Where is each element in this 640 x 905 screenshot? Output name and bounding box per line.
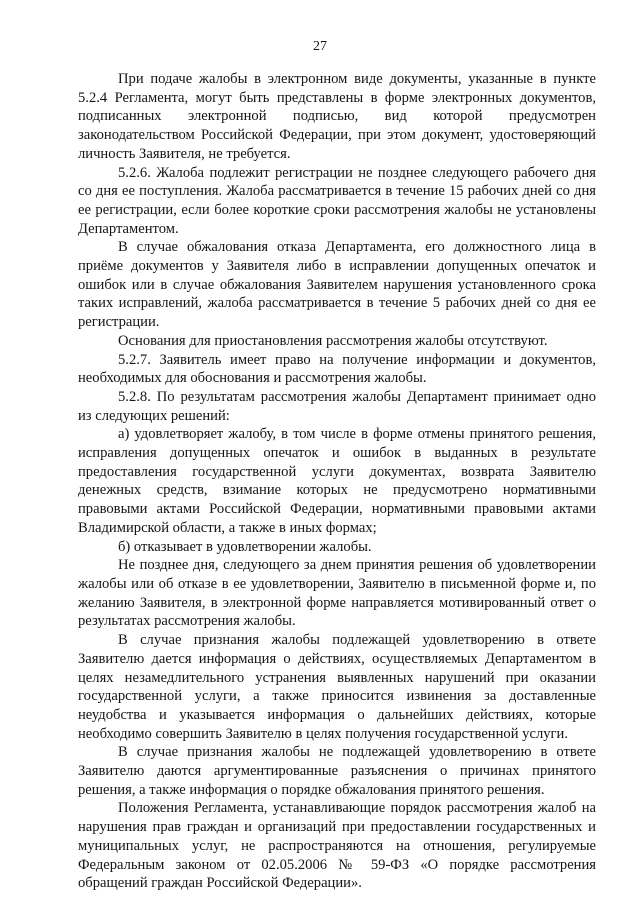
paragraph-5-2-8-decisions: 5.2.8. По результатам рассмотрения жалобы Департамент принимает одно из следующих решений: <box>78 388 596 424</box>
paragraph-complaint-satisfied: В случае признания жалобы подлежащей удовлетворению в ответе Заявителю дается информация о действиях, осуществляемых Департаментом в целях незамедлительного устранения выявленных нарушений при оказании государственной услуги, а также приносится извинения за доставленные неудобства и указывается информация о дальнейших действиях, которые необходимо совершить Заявителю в целях получения государственной услуги. <box>78 632 596 742</box>
paragraph-complaint-not-satisfied: В случае признания жалобы не подлежащей удовлетворению в ответе Заявителю даются аргументированные разъяснения о причинах принятого решения, а также информация о порядке обжалования принятого решения. <box>78 744 596 798</box>
paragraph-decision-a-satisfy: а) удовлетворяет жалобу, в том числе в форме отмены принятого решения, исправления допущенных опечаток и ошибок в выданных в результате предоставления государственной услуги документах, возврата Заявителю денежных средств, взимание которых не предусмотрено нормативными правовыми актами Российской Федерации, нормативными правовыми актами Владимирской области, а также в иных формах; <box>78 426 596 536</box>
paragraph-5-2-7-right-to-information: 5.2.7. Заявитель имеет право на получение информации и документов, необходимых для обоснования и рассмотрения жалобы. <box>78 351 596 387</box>
paragraph-no-suspension-grounds: Основания для приостановления рассмотрения жалобы отсутствуют. <box>118 332 548 349</box>
paragraph-refusal-appeal: В случае обжалования отказа Департамента, его должностного лица в приёме документов у Заявителя либо в исправлении допущенных опечаток и ошибок или в случае обжалования Заявителем нарушения установленного срока таких исправлений, жалоба рассматривается в течение 5 рабочих дней со дня ее регистрации. <box>78 239 596 331</box>
paragraph-regulation-scope: Положения Регламента, устанавливающие порядок рассмотрения жалоб на нарушения прав граждан и организаций при предоставлении государственных и муниципальных услуг, не распространяются на отношения, регулируемые Федеральным законом от 02.05.2006 № 59-ФЗ «О порядке рассмотрения обращений граждан Российской Федерации». <box>78 800 596 892</box>
document-body <box>78 70 596 893</box>
paragraph-electronic-submission: При подаче жалобы в электронном виде документы, указанные в пункте 5.2.4 Регламента, могут быть представлены в форме электронных документов, подписанных электронной подписью, вид которой предусмотрен законодательством Российской Федерации, при этом документ, удостоверяющий личность Заявителя, не требуется. <box>78 71 596 162</box>
paragraph-5-2-6-registration: 5.2.6. Жалоба подлежит регистрации не позднее следующего рабочего дня со дня ее поступления. Жалоба рассматривается в течение 15 рабочих дней со дня ее регистрации, если более короткие сроки рассмотрения жалобы не установлены Департаментом. <box>78 164 596 237</box>
page-number: 27 <box>313 39 327 54</box>
paragraph-reasoned-response: Не позднее дня, следующего за днем принятия решения об удовлетворении жалобы или об отказе в ее удовлетворении, Заявителю в письменной форме и, по желанию Заявителя, в электронной форме направляется мотивированный ответ о результатах рассмотрения жалобы. <box>78 557 596 630</box>
paragraph-decision-b-refuse: б) отказывает в удовлетворении жалобы. <box>118 538 372 555</box>
